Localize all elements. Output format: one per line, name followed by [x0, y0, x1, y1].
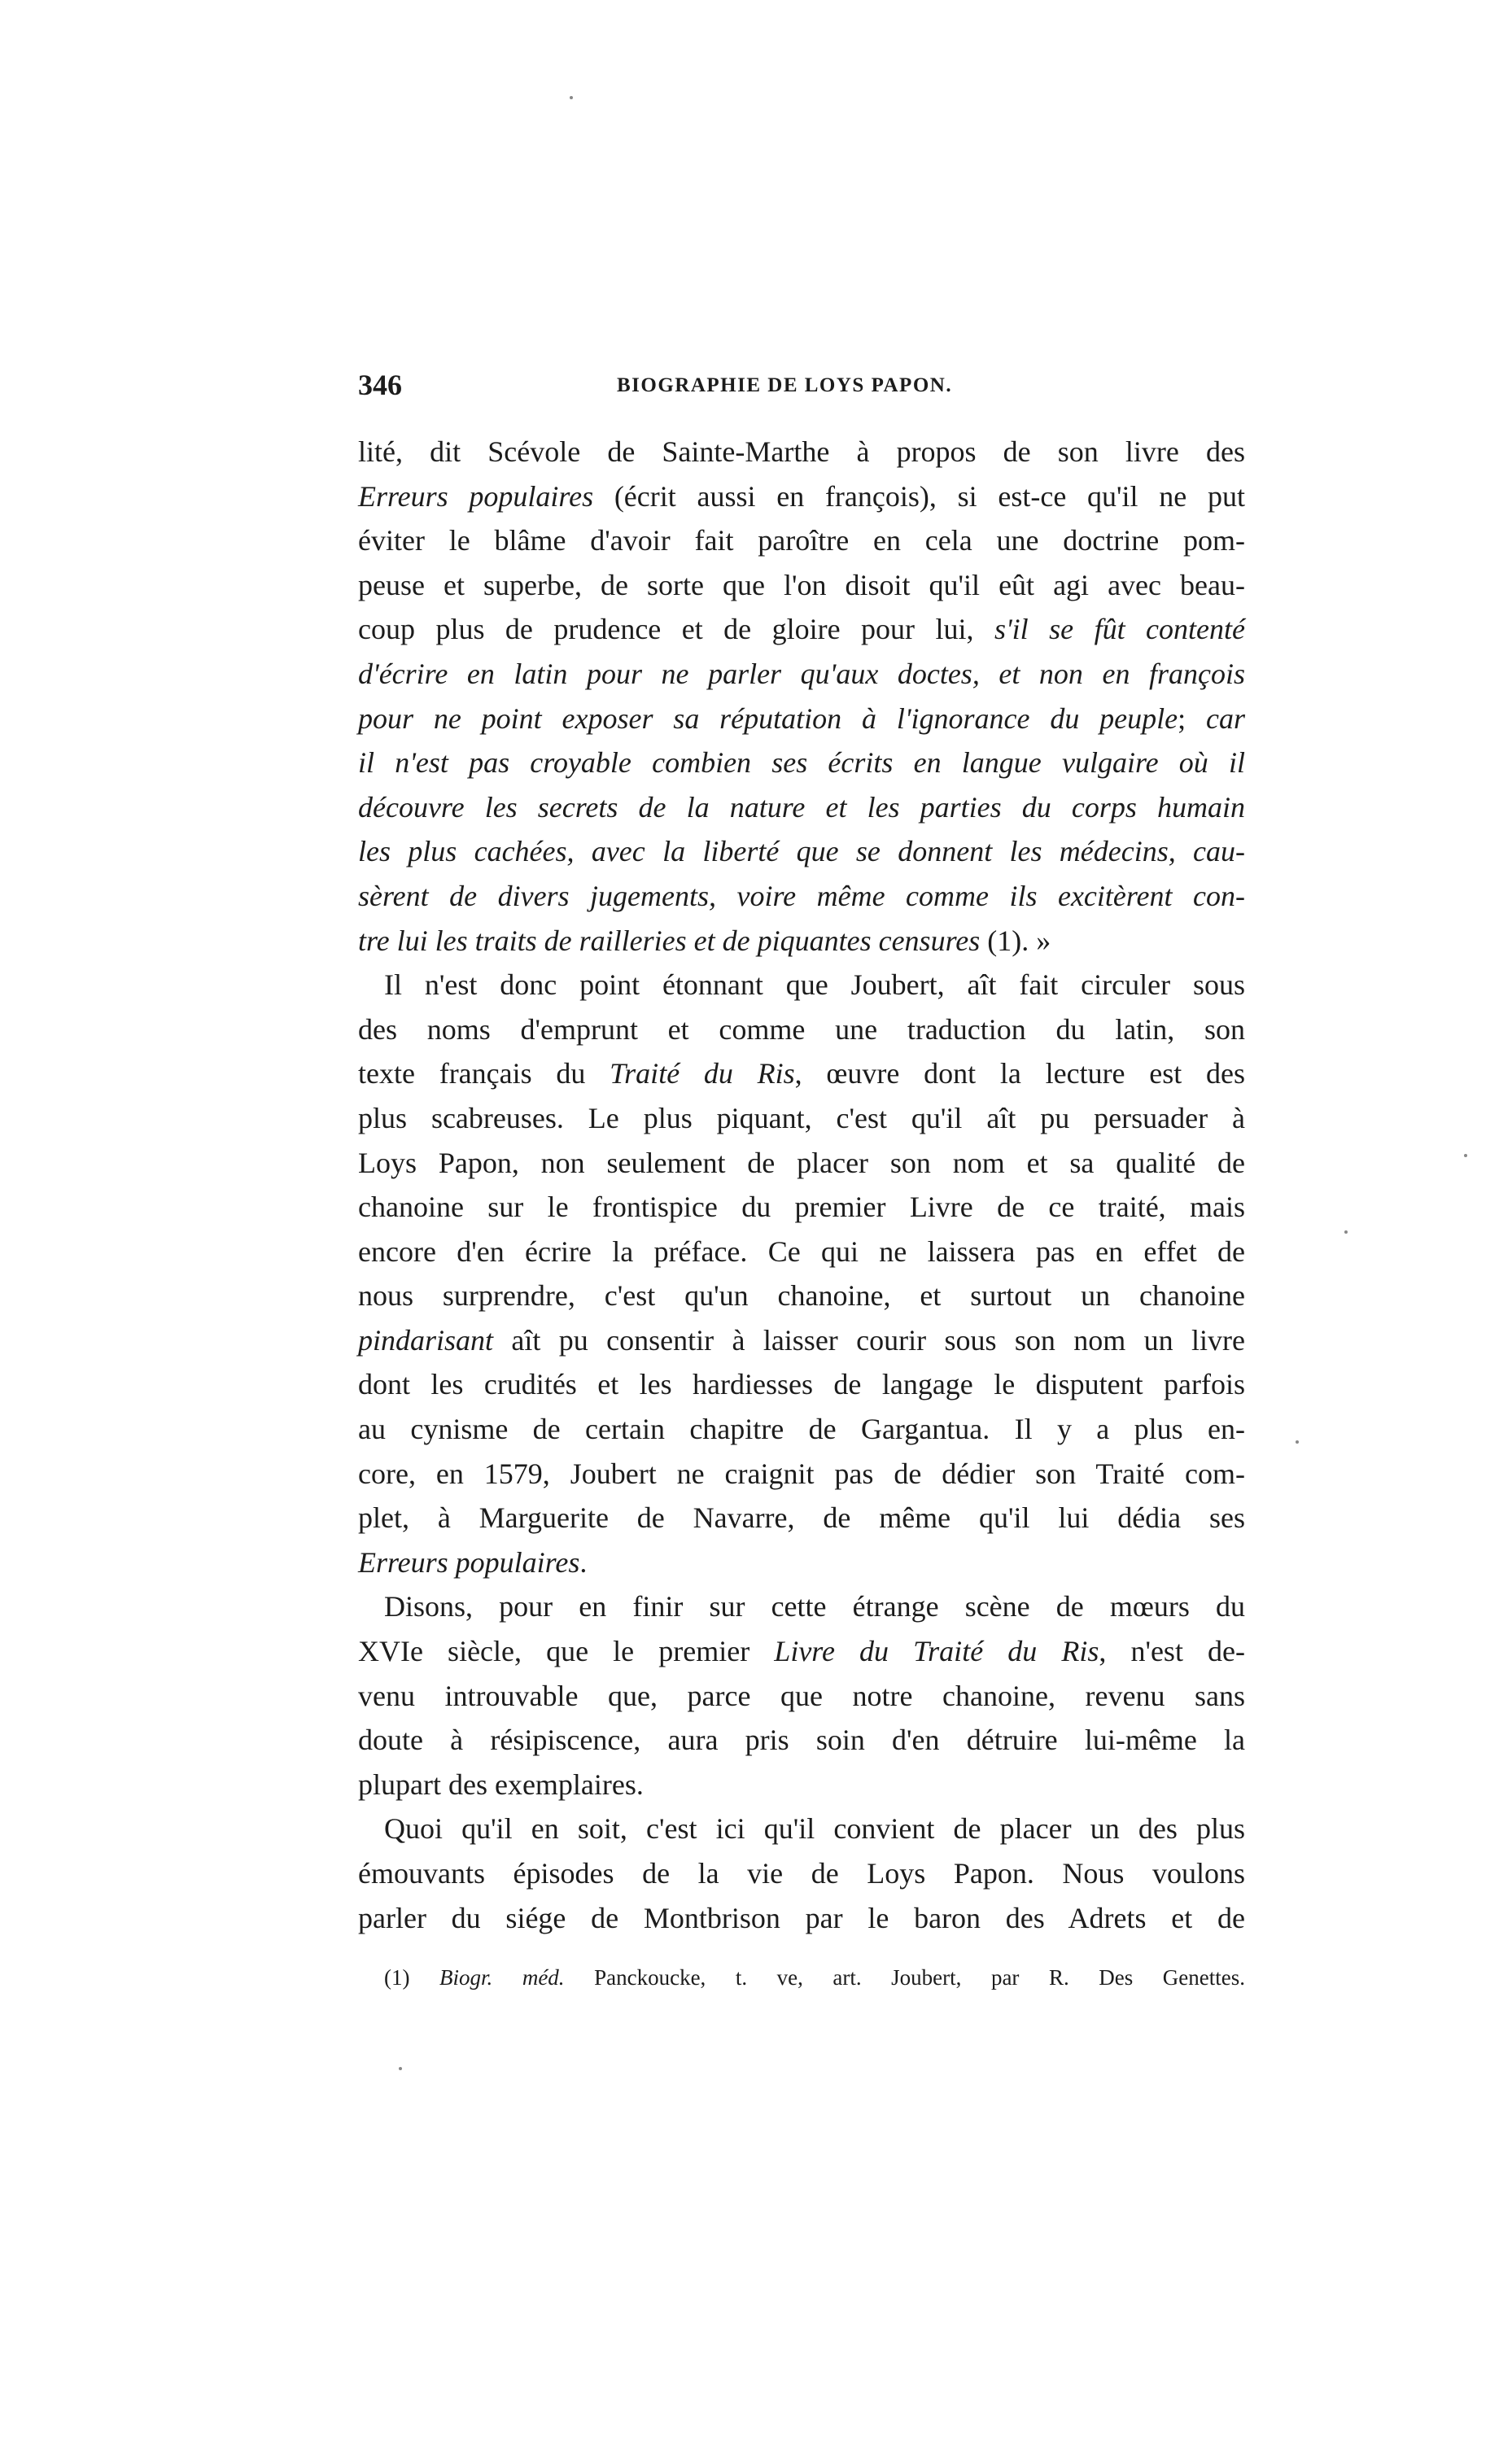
text-line: lité, dit Scévole de Sainte-Marthe à propos de son livre des	[358, 435, 1245, 468]
text-line: Erreurs populaires (écrit aussi en françois), si est-ce qu'il ne put	[358, 479, 1245, 513]
text-line: éviter le blâme d'avoir fait paroître en cela une doctrine pom-	[358, 524, 1245, 557]
scan-speck	[570, 96, 573, 99]
scan-speck	[1296, 1440, 1299, 1444]
text-line: il n'est pas croyable combien ses écrits en langue vulgaire où il	[358, 746, 1245, 780]
text-line: peuse et superbe, de sorte que l'on disoit qu'il eût agi avec beau-	[358, 568, 1245, 601]
text-line: les plus cachées, avec la liberté que se donnent les médecins, cau-	[358, 835, 1245, 868]
text-line: doute à résipiscence, aura pris soin d'en détruire lui-même la	[358, 1724, 1245, 1757]
text-line: core, en 1579, Joubert ne craignit pas de dédier son Traité com-	[358, 1457, 1245, 1490]
text-line: au cynisme de certain chapitre de Gargantua. Il y a plus en-	[358, 1413, 1245, 1446]
text-line: découvre les secrets de la nature et les parties du corps humain	[358, 790, 1245, 824]
text-line: encore d'en écrire la préface. Ce qui ne laissera pas en effet de	[358, 1234, 1245, 1268]
footnote-marker: (1)	[384, 1965, 410, 1990]
text-line: Disons, pour en finir sur cette étrange scène de mœurs du	[384, 1590, 1245, 1623]
paragraph	[358, 1807, 1245, 1940]
text-line: pour ne point exposer sa réputation à l'ignorance du peuple; car	[358, 701, 1245, 735]
text-line: dont les crudités et les hardiesses de langage le disputent parfois	[358, 1368, 1245, 1401]
text-line: parler du siége de Montbrison par le baron des Adrets et de	[358, 1901, 1245, 1934]
text-line: émouvants épisodes de la vie de Loys Papon. Nous voulons	[358, 1857, 1245, 1890]
text-line: texte français du Traité du Ris, œuvre dont la lecture est des	[358, 1057, 1246, 1090]
text-line: des noms d'emprunt et comme une traduction du latin, son	[358, 1012, 1245, 1046]
text-line: tre lui les traits de railleries et de piquantes censures (1). »	[358, 924, 1051, 957]
text-line: Il n'est donc point étonnant que Joubert, aît fait circuler sous	[384, 968, 1245, 1002]
text-line: Loys Papon, non seulement de placer son nom et sa qualité de	[358, 1146, 1245, 1179]
text-line: XVIe siècle, que le premier Livre du Traité du Ris, n'est de-	[358, 1635, 1246, 1668]
text-line: chanoine sur le frontispice du premier Livre de ce traité, mais	[358, 1191, 1245, 1224]
page-header	[358, 368, 1245, 417]
text-line: Erreurs populaires.	[358, 1545, 588, 1579]
text-line: pindarisant aît pu consentir à laisser courir sous son nom un livre	[358, 1323, 1245, 1357]
body-text	[358, 430, 1245, 1940]
text-line: venu introuvable que, parce que notre chanoine, revenu sans	[358, 1679, 1245, 1712]
text-line: nous surprendre, c'est qu'un chanoine, et surtout un chanoine	[358, 1279, 1245, 1313]
footnote	[384, 1961, 1245, 1994]
scan-speck	[1344, 1230, 1348, 1234]
text-line: plet, à Marguerite de Navarre, de même qu'il lui dédia ses	[358, 1501, 1245, 1535]
paragraph	[358, 1584, 1245, 1807]
text-line: Quoi qu'il en soit, c'est ici qu'il convient de placer un des plus	[384, 1812, 1245, 1846]
text-line: sèrent de divers jugements, voire même comme ils excitèrent con-	[358, 879, 1245, 912]
scan-speck	[399, 2067, 402, 2070]
scan-speck	[1464, 1154, 1467, 1157]
page-number: 346	[358, 369, 402, 401]
text-line: plus scabreuses. Le plus piquant, c'est qu'il aît pu persuader à	[358, 1101, 1245, 1134]
paragraph	[358, 430, 1245, 963]
footnote-source: Biogr. méd.	[439, 1965, 565, 1990]
paragraph	[358, 963, 1245, 1584]
text-line: d'écrire en latin pour ne parler qu'aux doctes, et non en françois	[358, 657, 1245, 690]
text-line: plupart des exemplaires.	[358, 1768, 644, 1801]
footnote-citation: Panckoucke, t. ve, art. Joubert, par R. Des Genettes.	[594, 1965, 1245, 1990]
running-title: BIOGRAPHIE DE LOYS PAPON.	[617, 374, 953, 396]
text-line: coup plus de prudence et de gloire pour lui, s'il se fût contenté	[358, 613, 1245, 646]
